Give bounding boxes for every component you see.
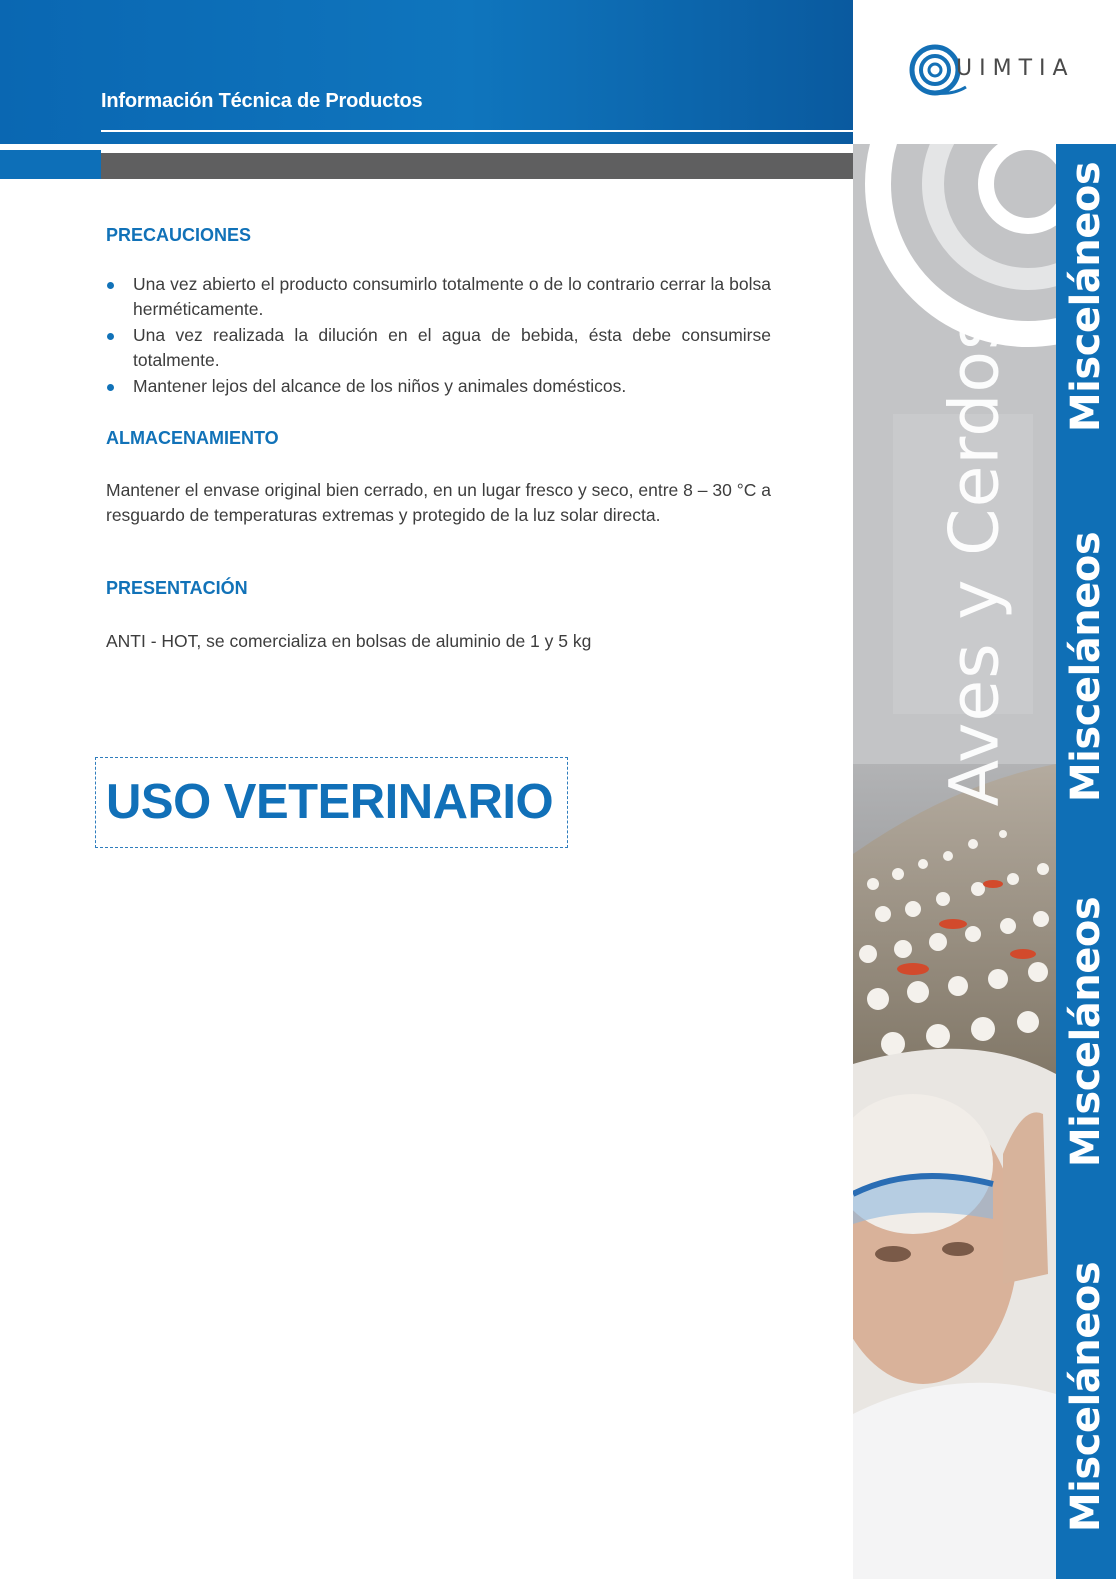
list-item — [106, 272, 771, 322]
bullet-icon — [107, 333, 114, 340]
category-label: Misceláneos — [1063, 1261, 1109, 1533]
header-band — [0, 0, 853, 144]
list-item — [106, 323, 771, 373]
category-label: Misceláneos — [1063, 161, 1109, 433]
almacenamiento-text: Mantener el envase original bien cerrado, en un lugar fresco y seco, entre 8 – 30 °C a resguardo de temperaturas extremas y protegido de la luz solar directa. — [106, 480, 771, 525]
bullet-icon — [107, 282, 114, 289]
presentacion-text: ANTI - HOT, se comercializa en bolsas de aluminio de 1 y 5 kg — [106, 631, 592, 651]
logo-wordmark: UIMTIA — [956, 56, 1075, 81]
bullet-icon — [107, 384, 114, 391]
accent-strip-grey — [101, 153, 853, 179]
accent-strip-blue — [0, 150, 101, 179]
list-item-text: Una vez abierto el producto consumirlo totalmente o de lo contrario cerrar la bolsa herméticamente. — [133, 274, 771, 319]
category-label: Misceláneos — [1063, 531, 1109, 803]
side-photo-title: Aves y Cerdos — [935, 313, 1015, 807]
list-item — [106, 374, 771, 399]
section-heading-almacenamiento: ALMACENAMIENTO — [106, 428, 279, 448]
scientist-photo — [853, 1034, 1056, 1579]
page-title: Información Técnica de Productos — [101, 90, 423, 112]
uso-veterinario-label: USO VETERINARIO — [106, 775, 554, 829]
section-heading-presentacion: PRESENTACIÓN — [106, 578, 248, 598]
list-item-text: Una vez realizada la dilución en el agua de bebida, ésta debe consumirse totalmente. — [133, 325, 771, 370]
header-divider — [101, 130, 853, 132]
section-heading-precauciones: PRECAUCIONES — [106, 225, 252, 245]
uso-veterinario-box — [95, 757, 568, 848]
list-item-text: Mantener lejos del alcance de los niños y animales domésticos. — [133, 376, 627, 396]
precauciones-list — [106, 272, 771, 400]
category-label: Misceláneos — [1063, 896, 1109, 1168]
